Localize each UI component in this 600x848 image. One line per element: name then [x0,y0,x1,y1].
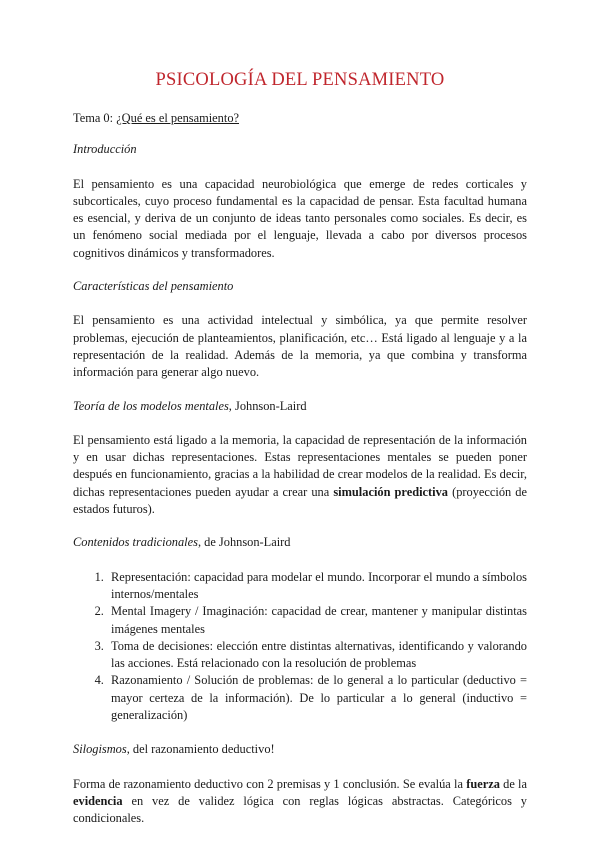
document-title: PSICOLOGÍA DEL PENSAMIENTO [155,70,445,90]
characteristics-heading: Características del pensamiento [73,279,234,294]
syllogisms-bold-evidencia: evidencia [73,793,123,808]
list-item: 2. Mental Imagery / Imaginación: capacidad de crear, mantener y manipular distintas imágenes mentales [107,603,527,638]
mental-models-heading-italic: Teoría de los modelos mentales [73,398,229,413]
traditional-heading-italic: Contenidos tradicionales [73,535,198,550]
syllogisms-heading [73,741,527,758]
traditional-heading-author: , de Johnson-Laird [197,535,291,550]
list-item: 4. Razonamiento / Solución de problemas: de lo general a lo particular (deductivo = mayor certeza de la información). De lo particular a lo general (inductivo = generalización) [107,672,527,724]
mental-models-text-before: El pensamiento está ligado a la memoria, la capacidad de representación de la información y en usar dichas representaciones. Estas representaciones mentales se pueden poner después en funcionamiento, gracias a la habilidad de crear modelos de la realidad. Es decir, dichas representaciones pueden ayudar a crear una [73,432,527,499]
list-item: 3. Toma de decisiones: elección entre distintas alternativas, identificando y valorando las acciones. Está relacionado con la resolución de problemas [107,638,527,673]
mental-models-text-after: (proyección de estados futuros). [73,484,528,517]
syllogisms-text-3: en vez de validez lógica con reglas lógicas abstractas. Categóricos y condicionales. [73,793,527,826]
syllogisms-bold-fuerza: fuerza [466,776,500,791]
topic-line [73,110,527,127]
mental-models-paragraph [73,432,527,518]
topic-question: ¿Qué es el pensamiento? [116,111,240,125]
mental-models-heading [73,398,527,415]
syllogisms-text-1: Forma de razonamiento deductivo con 2 premisas y 1 conclusión. Se evalúa la [73,776,467,791]
characteristics-paragraph: El pensamiento es una actividad intelectual y simbólica, ya que permite resolver problemas, ejecución de planteamientos, planificación, etc… Está ligado al lenguaje y a la representación de la realidad. Además de la memoria, ya que combina y transforma información para generar algo nuevo. [73,313,527,380]
topic-separator: : [109,111,117,125]
intro-heading: Introducción [73,142,137,157]
mental-models-heading-author: , Johnson-Laird [228,398,307,413]
syllogisms-paragraph [73,776,527,828]
syllogisms-heading-rest: , del razonamiento deductivo! [126,742,275,757]
syllogisms-text-2: de la [499,776,527,791]
intro-paragraph: El pensamiento es una capacidad neurobiológica que emerge de redes corticales y subcorticales, cuyo proceso fundamental es la capacidad de pensar. Esta facultad humana es esencial, y deriva de un conjunto de ideas tanto personales como sociales. Es decir, es un fenómeno social mediada por el lenguaje, llevada a cabo por diversos procesos cognitivos dinámicos y transformadores. [73,176,527,260]
traditional-list [73,569,527,725]
traditional-heading [73,534,527,551]
mental-models-bold-term: simulación predictiva [333,484,448,499]
list-item: 1. Representación: capacidad para modelar el mundo. Incorporar el mundo a símbolos internos/mentales [107,569,527,604]
syllogisms-heading-italic: Silogismos [73,742,127,757]
topic-label: Tema 0 [73,111,110,125]
